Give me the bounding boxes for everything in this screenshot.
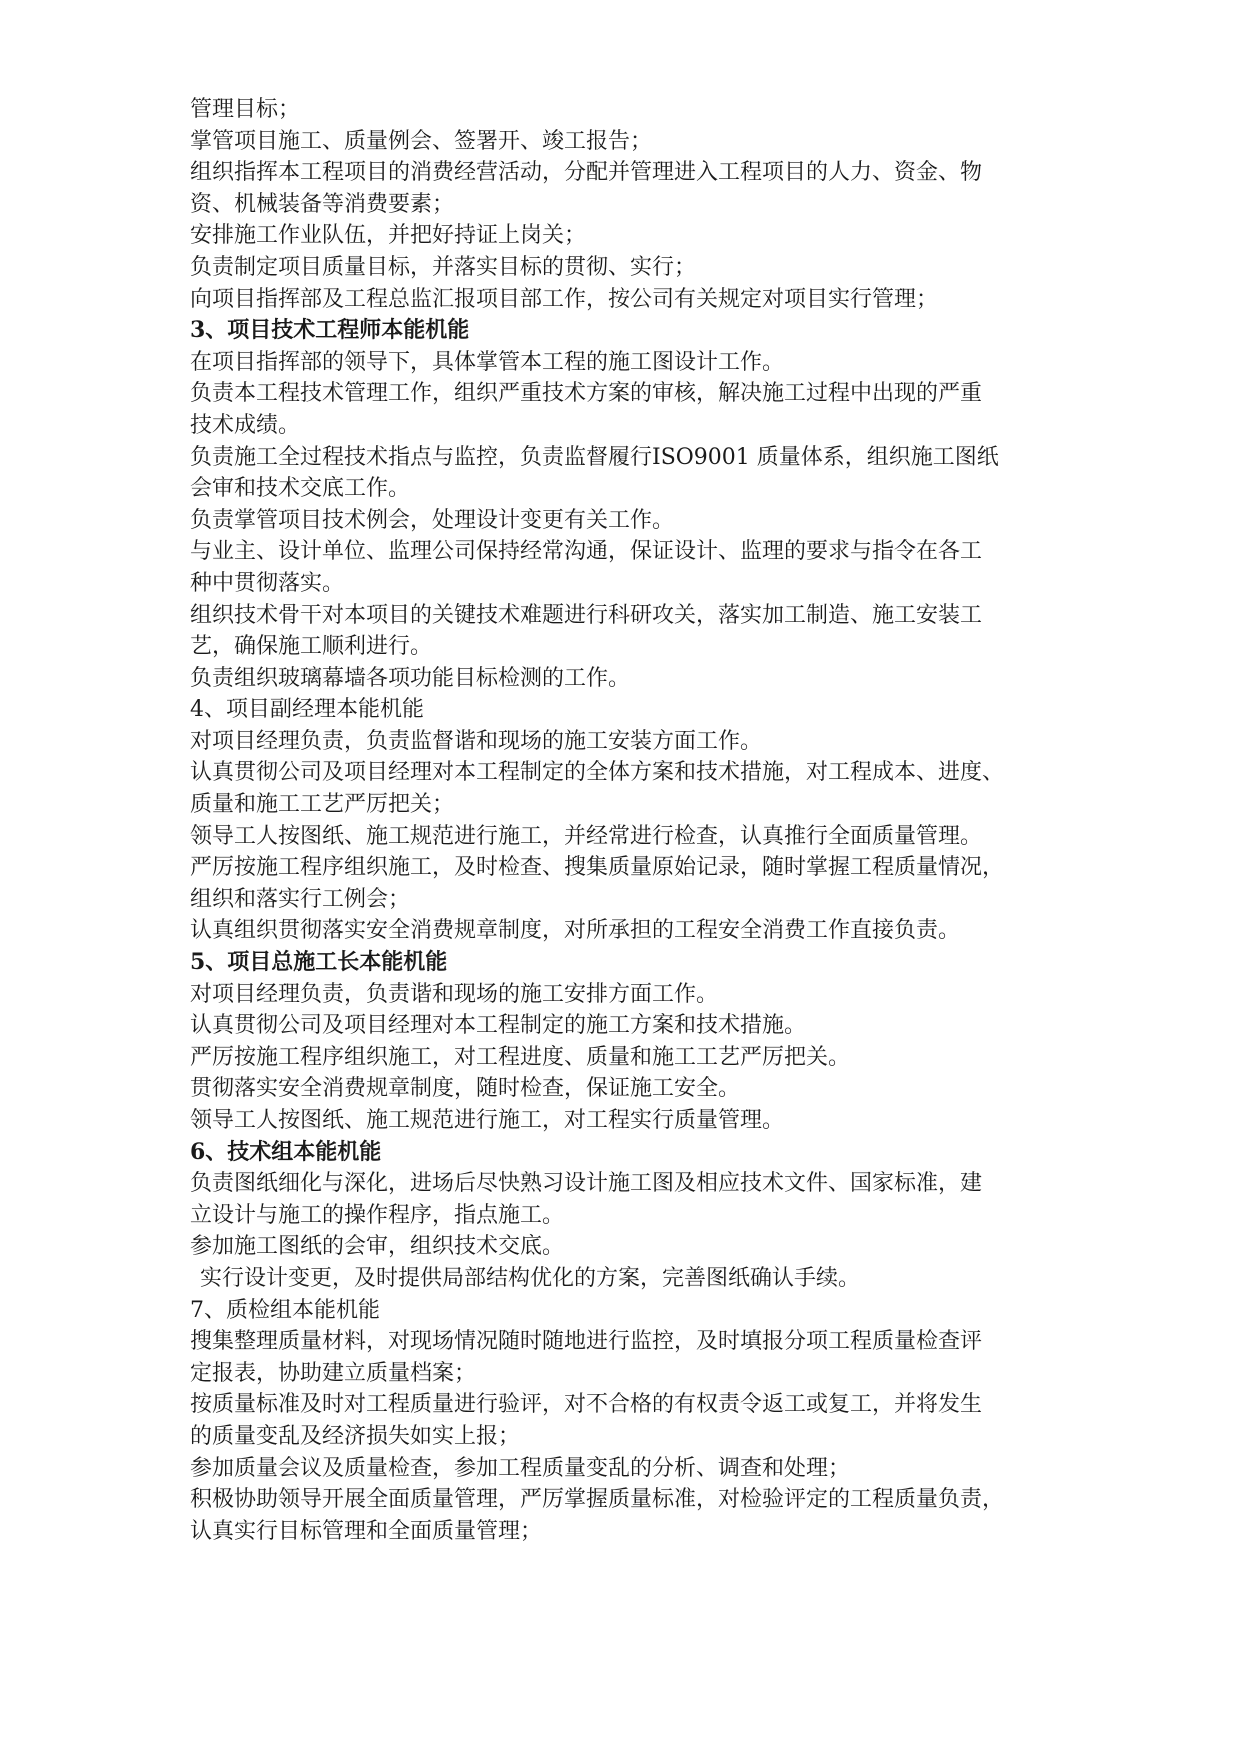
text-line: 与业主、设计单位、监理公司保持经常沟通，保证设计、监理的要求与指令在各工: [190, 539, 983, 565]
document-body: [190, 94, 1090, 1547]
text-line: 组织指挥本工程项目的消费经营活动，分配并管理进入工程项目的人力、资金、物: [190, 160, 983, 186]
text-line: 负责施工全过程技术指点与监控，负责监督履行ISO9001 质量体系，组织施工图纸: [190, 444, 999, 470]
text-line: 会审和技术交底工作。: [190, 476, 411, 502]
text-line: 负责图纸细化与深化，进场后尽快熟习设计施工图及相应技术文件、国家标准，建: [190, 1171, 983, 1197]
text-line: 的质量变乱及经济损失如实上报；: [190, 1423, 521, 1449]
section-heading: 5、项目总施工长本能机能: [190, 949, 448, 976]
text-line: 质量和施工工艺严厉把关；: [190, 792, 455, 818]
text-line: 认真组织贯彻落实安全消费规章制度，对所承担的工程安全消费工作直接负责。: [190, 918, 961, 944]
text-line: 对项目经理负责，负责监督谐和现场的施工安装方面工作。: [190, 728, 763, 754]
text-line: 领导工人按图纸、施工规范进行施工，对工程实行质量管理。: [190, 1108, 785, 1133]
text-line: 安排施工作业队伍，并把好持证上岗关；: [190, 223, 587, 249]
text-line: 掌管项目施工、质量例会、签署开、竣工报告；: [190, 128, 653, 154]
text-line: 参加质量会议及质量检查，参加工程质量变乱的分析、调查和处理；: [190, 1455, 851, 1481]
text-line: 认真实行目标管理和全面质量管理；: [190, 1518, 543, 1544]
text-line: 认真贯彻公司及项目经理对本工程制定的全体方案和技术措施，对工程成本、进度、: [190, 760, 1005, 786]
text-line: 负责制定项目质量目标，并落实目标的贯彻、实行；: [190, 254, 697, 280]
section-heading: 6、技术组本能机能: [190, 1138, 382, 1165]
text-line: 严厉按施工程序组织施工，对工程进度、质量和施工工艺严厉把关。: [190, 1044, 851, 1070]
text-line: 按质量标准及时对工程质量进行验评，对不合格的有权责令返工或复工，并将发生: [190, 1392, 983, 1418]
text-line: 组织技术骨干对本项目的关键技术难题进行科研攻关，落实加工制造、施工安装工: [190, 602, 983, 628]
section-heading: 7、质检组本能机能: [190, 1297, 380, 1323]
text-line: 搜集整理质量材料，对现场情况随时随地进行监控，及时填报分项工程质量检查评: [190, 1329, 983, 1355]
section-heading: 4、项目副经理本能机能: [190, 697, 424, 723]
text-line: 组织和落实行工例会；: [190, 886, 411, 912]
text-line: 负责本工程技术管理工作，组织严重技术方案的审核，解决施工过程中出现的严重: [190, 381, 983, 407]
text-line: 种中贯彻落实。: [190, 570, 345, 596]
text-line: 参加施工图纸的会审，组织技术交底。: [190, 1234, 565, 1260]
text-line: 对项目经理负责，负责谐和现场的施工安排方面工作。: [190, 981, 719, 1007]
text-line: 贯彻落实安全消费规章制度，随时检查，保证施工安全。: [190, 1076, 741, 1102]
text-line: 艺，确保施工顺利进行。: [190, 634, 433, 660]
text-line: 技术成绩。: [190, 412, 301, 438]
text-line: 负责组织玻璃幕墙各项功能目标检测的工作。: [190, 665, 631, 691]
text-line: 严厉按施工程序组织施工，及时检查、搜集质量原始记录，随时掌握工程质量情况，: [190, 855, 1005, 881]
text-line: 在项目指挥部的领导下，具体掌管本工程的施工图设计工作。: [190, 349, 785, 375]
text-line: 负责掌管项目技术例会，处理设计变更有关工作。: [190, 507, 675, 533]
section-heading: 3、项目技术工程师本能机能: [190, 317, 470, 344]
text-line: 立设计与施工的操作程序，指点施工。: [190, 1202, 565, 1228]
text-line: 领导工人按图纸、施工规范进行施工，并经常进行检查，认真推行全面质量管理。: [190, 823, 983, 849]
text-line: 管理目标；: [190, 97, 301, 122]
text-line: 认真贯彻公司及项目经理对本工程制定的施工方案和技术措施。: [190, 1013, 807, 1039]
text-line: 定报表，协助建立质量档案；: [190, 1360, 477, 1386]
text-line: 实行设计变更，及时提供局部结构优化的方案，完善图纸确认手续。: [200, 1265, 861, 1291]
text-line: 向项目指挥部及工程总监汇报项目部工作，按公司有关规定对项目实行管理；: [190, 286, 939, 312]
text-line: 资、机械装备等消费要素；: [190, 191, 455, 217]
text-line: 积极协助领导开展全面质量管理，严厉掌握质量标准，对检验评定的工程质量负责，: [190, 1487, 1005, 1513]
